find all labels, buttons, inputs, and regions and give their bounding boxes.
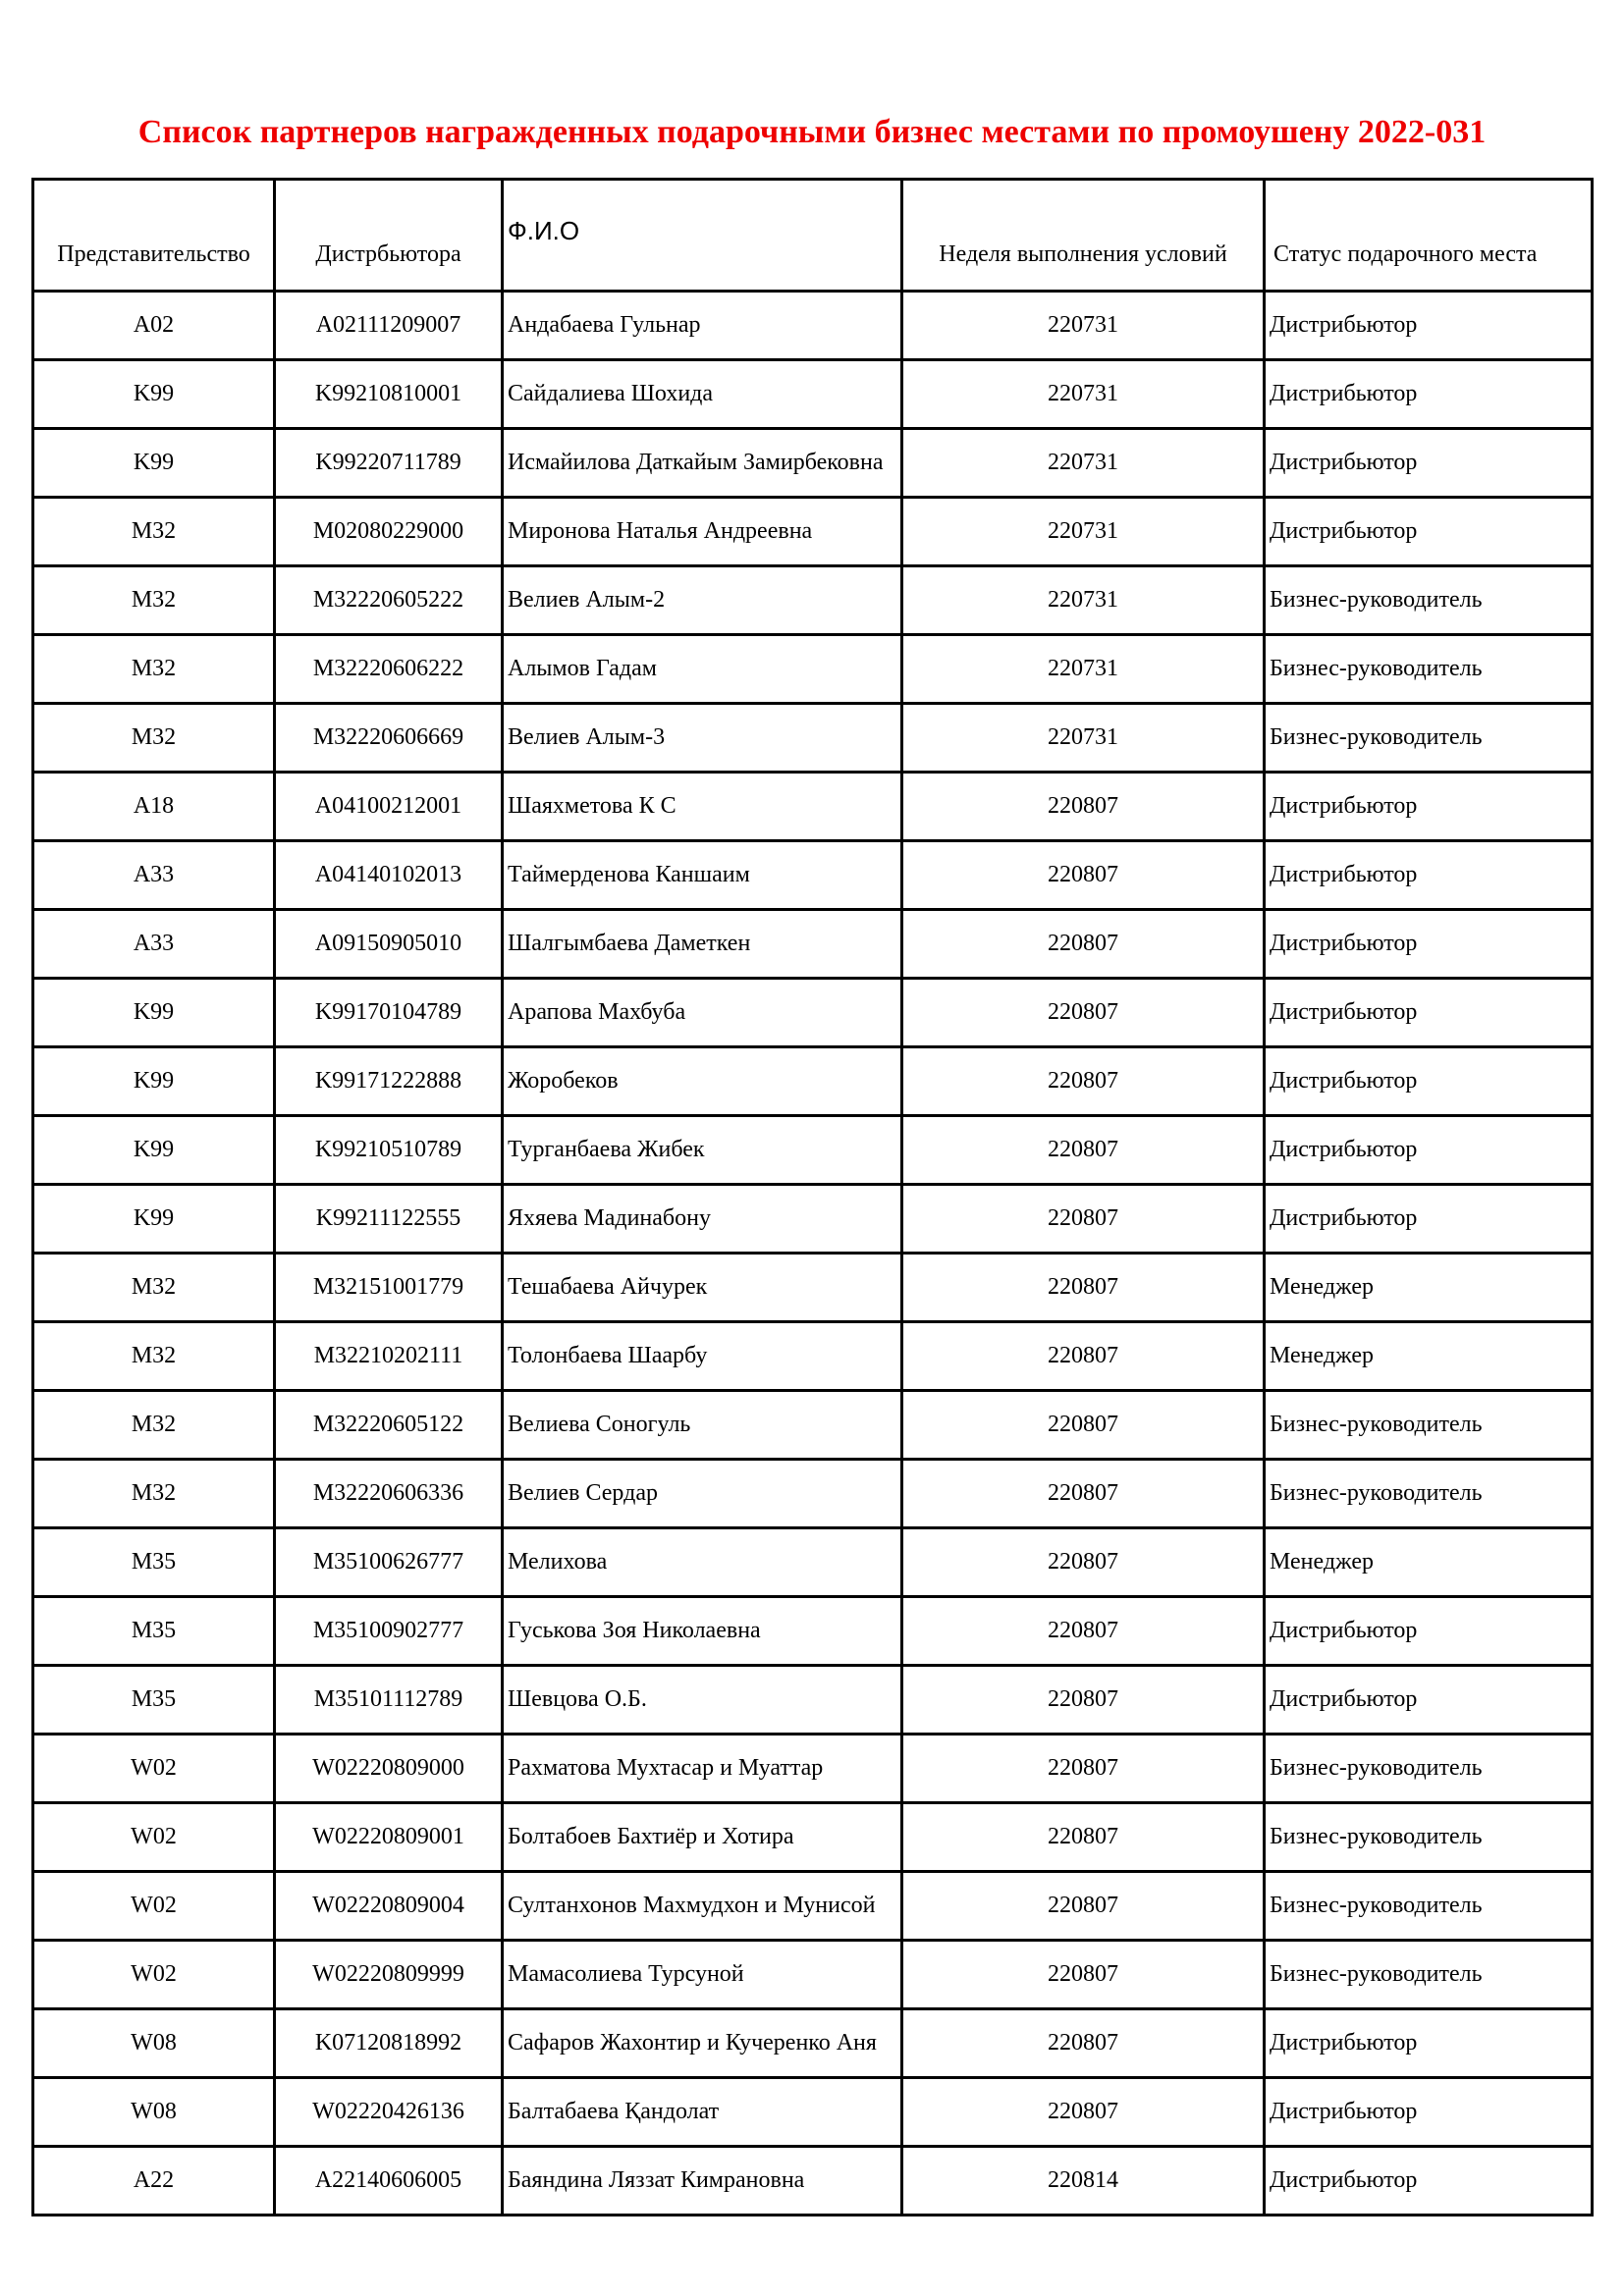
- full-name-cell: Сафаров Жахонтир и Кучеренко Аня: [503, 2009, 902, 2078]
- table-row: [33, 1460, 1593, 1528]
- table-row: [33, 773, 1593, 841]
- week-cell: 220807: [902, 1528, 1265, 1597]
- status-cell: Бизнес-руководитель: [1265, 1941, 1593, 2009]
- distributor-id-cell: A04140102013: [275, 841, 503, 910]
- distributor-id-cell: M35100902777: [275, 1597, 503, 1666]
- table-row: [33, 1391, 1593, 1460]
- distributor-id-cell: K99210510789: [275, 1116, 503, 1185]
- table-row: [33, 1185, 1593, 1254]
- partners-table: [31, 178, 1594, 2216]
- table-row: [33, 704, 1593, 773]
- week-cell: 220807: [902, 1185, 1265, 1254]
- status-cell: Дистрибьютор: [1265, 1666, 1593, 1735]
- status-cell: Бизнес-руководитель: [1265, 1735, 1593, 1803]
- distributor-id-cell: M32220606669: [275, 704, 503, 773]
- distributor-id-cell: A09150905010: [275, 910, 503, 979]
- distributor-id-cell: K99171222888: [275, 1047, 503, 1116]
- distributor-id-cell: M32220606222: [275, 635, 503, 704]
- office-cell: K99: [33, 979, 275, 1047]
- status-cell: Дистрибьютор: [1265, 979, 1593, 1047]
- table-row: [33, 1047, 1593, 1116]
- office-cell: M32: [33, 635, 275, 704]
- week-cell: 220807: [902, 1803, 1265, 1872]
- distributor-id-cell: M32220605222: [275, 566, 503, 635]
- office-cell: K99: [33, 360, 275, 429]
- week-cell: 220807: [902, 1047, 1265, 1116]
- status-cell: Дистрибьютор: [1265, 292, 1593, 360]
- distributor-id-cell: K99211122555: [275, 1185, 503, 1254]
- table-row: [33, 1735, 1593, 1803]
- table-row: [33, 429, 1593, 498]
- table-row: [33, 1941, 1593, 2009]
- table-body: [33, 292, 1593, 2216]
- status-cell: Дистрибьютор: [1265, 1047, 1593, 1116]
- week-cell: 220807: [902, 2078, 1265, 2147]
- full-name-cell: Балтабаева Қандолат: [503, 2078, 902, 2147]
- distributor-id-cell: M02080229000: [275, 498, 503, 566]
- office-cell: M32: [33, 1391, 275, 1460]
- table-row: [33, 292, 1593, 360]
- full-name-cell: Султанхонов Махмудхон и Мунисой: [503, 1872, 902, 1941]
- full-name-cell: Мамасолиева Турсуной: [503, 1941, 902, 2009]
- header-week: Неделя выполнения условий: [902, 180, 1265, 292]
- status-cell: Менеджер: [1265, 1322, 1593, 1391]
- week-cell: 220807: [902, 979, 1265, 1047]
- distributor-id-cell: A04100212001: [275, 773, 503, 841]
- week-cell: 220731: [902, 498, 1265, 566]
- status-cell: Дистрибьютор: [1265, 360, 1593, 429]
- status-cell: Дистрибьютор: [1265, 429, 1593, 498]
- full-name-cell: Велиев Алым-3: [503, 704, 902, 773]
- week-cell: 220807: [902, 1666, 1265, 1735]
- full-name-cell: Шаяхметова К С: [503, 773, 902, 841]
- full-name-cell: Болтабоев Бахтиёр и Хотира: [503, 1803, 902, 1872]
- status-cell: Дистрибьютор: [1265, 2009, 1593, 2078]
- office-cell: A22: [33, 2147, 275, 2216]
- table-row: [33, 566, 1593, 635]
- status-cell: Дистрибьютор: [1265, 1116, 1593, 1185]
- week-cell: 220731: [902, 566, 1265, 635]
- full-name-cell: Баяндина Ляззат Кимрановна: [503, 2147, 902, 2216]
- week-cell: 220807: [902, 1460, 1265, 1528]
- full-name-cell: Яхяева Мадинабону: [503, 1185, 902, 1254]
- table-row: [33, 1872, 1593, 1941]
- distributor-id-cell: W02220809000: [275, 1735, 503, 1803]
- week-cell: 220731: [902, 429, 1265, 498]
- full-name-cell: Велиев Сердар: [503, 1460, 902, 1528]
- full-name-cell: Рахматова Мухтасар и Муаттар: [503, 1735, 902, 1803]
- table-row: [33, 841, 1593, 910]
- full-name-cell: Шалгымбаева Даметкен: [503, 910, 902, 979]
- table-row: [33, 2078, 1593, 2147]
- status-cell: Дистрибьютор: [1265, 498, 1593, 566]
- status-cell: Менеджер: [1265, 1528, 1593, 1597]
- status-cell: Бизнес-руководитель: [1265, 1460, 1593, 1528]
- full-name-cell: Сайдалиева Шохида: [503, 360, 902, 429]
- status-cell: Бизнес-руководитель: [1265, 635, 1593, 704]
- table-row: [33, 1666, 1593, 1735]
- status-cell: Менеджер: [1265, 1254, 1593, 1322]
- distributor-id-cell: W02220809999: [275, 1941, 503, 2009]
- distributor-id-cell: K99210810001: [275, 360, 503, 429]
- status-cell: Бизнес-руководитель: [1265, 1803, 1593, 1872]
- table-row: [33, 1597, 1593, 1666]
- office-cell: W02: [33, 1872, 275, 1941]
- header-status: Статус подарочного места: [1265, 180, 1593, 292]
- office-cell: A33: [33, 910, 275, 979]
- week-cell: 220807: [902, 1391, 1265, 1460]
- week-cell: 220807: [902, 841, 1265, 910]
- table-row: [33, 2147, 1593, 2216]
- table-row: [33, 910, 1593, 979]
- distributor-id-cell: W02220809004: [275, 1872, 503, 1941]
- office-cell: K99: [33, 1047, 275, 1116]
- table-row: [33, 2009, 1593, 2078]
- full-name-cell: Мелихова: [503, 1528, 902, 1597]
- office-cell: K99: [33, 1185, 275, 1254]
- office-cell: W02: [33, 1803, 275, 1872]
- full-name-cell: Исмайилова Даткайым Замирбековна: [503, 429, 902, 498]
- status-cell: Бизнес-руководитель: [1265, 1391, 1593, 1460]
- office-cell: M32: [33, 704, 275, 773]
- office-cell: A33: [33, 841, 275, 910]
- table-row: [33, 979, 1593, 1047]
- table-row: [33, 1803, 1593, 1872]
- office-cell: K99: [33, 1116, 275, 1185]
- week-cell: 220807: [902, 773, 1265, 841]
- office-cell: M32: [33, 1254, 275, 1322]
- table-row: [33, 635, 1593, 704]
- status-cell: Дистрибьютор: [1265, 2078, 1593, 2147]
- office-cell: M32: [33, 498, 275, 566]
- office-cell: A02: [33, 292, 275, 360]
- week-cell: 220731: [902, 704, 1265, 773]
- week-cell: 220731: [902, 292, 1265, 360]
- distributor-id-cell: M32210202111: [275, 1322, 503, 1391]
- full-name-cell: Турганбаева Жибек: [503, 1116, 902, 1185]
- full-name-cell: Андабаева Гульнар: [503, 292, 902, 360]
- distributor-id-cell: A02111209007: [275, 292, 503, 360]
- full-name-cell: Таймерденова Каншаим: [503, 841, 902, 910]
- full-name-cell: Алымов Гадам: [503, 635, 902, 704]
- table-row: [33, 1254, 1593, 1322]
- office-cell: M35: [33, 1528, 275, 1597]
- full-name-cell: Жоробеков: [503, 1047, 902, 1116]
- full-name-cell: Велиева Соногуль: [503, 1391, 902, 1460]
- status-cell: Дистрибьютор: [1265, 1185, 1593, 1254]
- status-cell: Дистрибьютор: [1265, 773, 1593, 841]
- distributor-id-cell: A22140606005: [275, 2147, 503, 2216]
- week-cell: 220807: [902, 1116, 1265, 1185]
- table-row: [33, 498, 1593, 566]
- week-cell: 220807: [902, 1322, 1265, 1391]
- distributor-id-cell: K07120818992: [275, 2009, 503, 2078]
- full-name-cell: Шевцова О.Б.: [503, 1666, 902, 1735]
- table-row: [33, 1116, 1593, 1185]
- office-cell: W08: [33, 2078, 275, 2147]
- distributor-id-cell: M35100626777: [275, 1528, 503, 1597]
- full-name-cell: Арапова Махбуба: [503, 979, 902, 1047]
- full-name-cell: Миронова Наталья Андреевна: [503, 498, 902, 566]
- distributor-id-cell: M32220606336: [275, 1460, 503, 1528]
- distributor-id-cell: K99170104789: [275, 979, 503, 1047]
- full-name-cell: Толонбаева Шаарбу: [503, 1322, 902, 1391]
- distributor-id-cell: W02220809001: [275, 1803, 503, 1872]
- office-cell: M32: [33, 566, 275, 635]
- week-cell: 220807: [902, 1597, 1265, 1666]
- table-header: [33, 180, 1593, 292]
- week-cell: 220807: [902, 1941, 1265, 2009]
- office-cell: M32: [33, 1460, 275, 1528]
- office-cell: W02: [33, 1941, 275, 2009]
- week-cell: 220807: [902, 2009, 1265, 2078]
- week-cell: 220807: [902, 910, 1265, 979]
- week-cell: 220731: [902, 635, 1265, 704]
- header-full-name: Ф.И.О: [503, 180, 902, 292]
- office-cell: W02: [33, 1735, 275, 1803]
- distributor-id-cell: K99220711789: [275, 429, 503, 498]
- distributor-id-cell: M32151001779: [275, 1254, 503, 1322]
- status-cell: Дистрибьютор: [1265, 1597, 1593, 1666]
- distributor-id-cell: M35101112789: [275, 1666, 503, 1735]
- page-title: Список партнеров награжденных подарочными бизнес местами по промоушену 2022-031: [137, 114, 1487, 150]
- status-cell: Дистрибьютор: [1265, 841, 1593, 910]
- week-cell: 220814: [902, 2147, 1265, 2216]
- header-distributor-id: Дистрбьютора: [275, 180, 503, 292]
- distributor-id-cell: M32220605122: [275, 1391, 503, 1460]
- week-cell: 220731: [902, 360, 1265, 429]
- week-cell: 220807: [902, 1872, 1265, 1941]
- week-cell: 220807: [902, 1735, 1265, 1803]
- office-cell: M35: [33, 1666, 275, 1735]
- week-cell: 220807: [902, 1254, 1265, 1322]
- office-cell: K99: [33, 429, 275, 498]
- office-cell: M32: [33, 1322, 275, 1391]
- office-cell: A18: [33, 773, 275, 841]
- distributor-id-cell: W02220426136: [275, 2078, 503, 2147]
- table-row: [33, 1528, 1593, 1597]
- table-row: [33, 360, 1593, 429]
- status-cell: Дистрибьютор: [1265, 910, 1593, 979]
- status-cell: Бизнес-руководитель: [1265, 1872, 1593, 1941]
- header-row: [33, 180, 1593, 292]
- table-row: [33, 1322, 1593, 1391]
- status-cell: Бизнес-руководитель: [1265, 566, 1593, 635]
- header-office: Представительство: [33, 180, 275, 292]
- office-cell: W08: [33, 2009, 275, 2078]
- office-cell: M35: [33, 1597, 275, 1666]
- status-cell: Бизнес-руководитель: [1265, 704, 1593, 773]
- full-name-cell: Тешабаева Айчурек: [503, 1254, 902, 1322]
- full-name-cell: Гуськова Зоя Николаевна: [503, 1597, 902, 1666]
- full-name-cell: Велиев Алым-2: [503, 566, 902, 635]
- status-cell: Дистрибьютор: [1265, 2147, 1593, 2216]
